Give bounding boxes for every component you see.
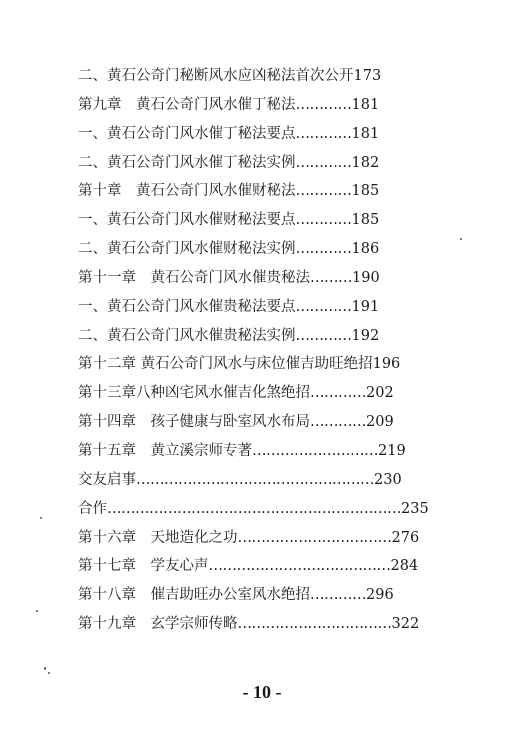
scan-speck <box>44 667 46 670</box>
toc-entry <box>78 524 418 553</box>
toc-entry-title: 二、黄石公奇门风水催丁秘法实例 <box>78 154 296 171</box>
toc-page-number: 185 <box>351 183 380 200</box>
table-of-contents <box>78 62 429 639</box>
toc-leader-dots: ……………………………………………………… <box>107 500 401 517</box>
toc-page-number: 235 <box>401 500 429 517</box>
scan-speck <box>460 238 462 240</box>
toc-entry <box>78 610 418 639</box>
toc-page-number: 196 <box>372 356 401 373</box>
toc-leader-dots: ……………………… <box>252 442 378 459</box>
toc-entry-title: 第十四章 孩子健康与卧室风水布局 <box>78 414 310 431</box>
toc-page-number: 192 <box>351 327 380 344</box>
toc-leader-dots: ………… <box>295 154 352 171</box>
toc-entry <box>78 149 418 178</box>
toc-entry <box>78 552 418 581</box>
toc-entry <box>78 322 418 351</box>
toc-page-number: 202 <box>366 385 394 402</box>
toc-entry <box>78 120 418 149</box>
toc-entry-title: 二、黄石公奇门秘断风水应凶秘法首次公开 <box>78 68 354 84</box>
toc-entry-title: 交友启事 <box>78 471 136 488</box>
toc-leader-dots: ………… <box>295 327 352 344</box>
toc-page-number: 190 <box>352 269 380 286</box>
toc-page-number: 185 <box>351 212 380 229</box>
toc-leader-dots: ………………………………… <box>208 558 391 575</box>
toc-leader-dots: ………… <box>295 298 352 315</box>
toc-entry-title: 第十三章八种凶宅风水催吉化煞绝招 <box>78 385 310 402</box>
toc-page-number: 181 <box>351 96 380 113</box>
toc-page-number: 284 <box>390 558 419 575</box>
toc-page-number: 219 <box>378 442 406 459</box>
toc-entry <box>78 466 418 495</box>
page-number: - 10 - <box>242 682 282 702</box>
scan-speck <box>40 517 42 519</box>
toc-page-number: 322 <box>391 616 420 633</box>
toc-leader-dots: ………… <box>295 212 352 229</box>
toc-entry-title: 第十六章 天地造化之功 <box>78 529 238 546</box>
toc-entry-title: 第十九章 玄学宗师传略 <box>78 616 238 633</box>
toc-entry <box>78 437 418 466</box>
toc-entry-title: 合作 <box>78 500 107 517</box>
toc-entry-title: 二、黄石公奇门风水催财秘法实例 <box>78 241 296 258</box>
toc-entry <box>78 495 429 524</box>
toc-leader-dots: …………………………………………… <box>136 471 374 488</box>
toc-page-number: 276 <box>391 529 420 546</box>
toc-page-number: 182 <box>351 154 380 171</box>
toc-leader-dots: ………… <box>310 414 366 431</box>
toc-page-number: 296 <box>366 587 394 604</box>
toc-entry-title: 第十五章 黄立溪宗师专著 <box>78 442 252 459</box>
toc-entry <box>78 91 418 120</box>
toc-entry <box>78 293 418 322</box>
toc-leader-dots: ………… <box>295 183 352 200</box>
toc-page-number: 230 <box>374 471 402 488</box>
toc-leader-dots: ……… <box>310 269 352 286</box>
toc-page-number: 173 <box>353 68 382 84</box>
toc-page-number: 209 <box>366 414 394 431</box>
toc-entry <box>78 408 418 437</box>
scan-speck <box>36 610 38 612</box>
toc-entry <box>78 177 418 206</box>
toc-entry <box>78 62 418 91</box>
toc-entry-title: 第九章 黄石公奇门风水催丁秘法 <box>78 96 296 113</box>
toc-entry <box>78 379 418 408</box>
toc-entry <box>78 581 418 610</box>
toc-entry-title: 第十一章 黄石公奇门风水催贵秘法 <box>78 269 310 286</box>
toc-leader-dots: …………………………… <box>237 529 392 546</box>
toc-entry <box>78 350 418 379</box>
toc-entry-title: 一、黄石公奇门风水催丁秘法要点 <box>78 125 296 142</box>
toc-leader-dots: ………… <box>310 587 366 604</box>
toc-entry-title: 第十章 黄石公奇门风水催财秘法 <box>78 183 296 200</box>
toc-leader-dots: ………… <box>295 96 352 113</box>
toc-leader-dots: ………… <box>295 125 352 142</box>
toc-entry-title: 一、黄石公奇门风水催财秘法要点 <box>78 212 296 229</box>
toc-leader-dots: ………… <box>295 241 352 258</box>
scan-speck <box>48 672 50 674</box>
toc-entry-title: 第十七章 学友心声 <box>78 558 209 575</box>
toc-leader-dots: ………… <box>310 385 366 402</box>
toc-entry <box>78 206 418 235</box>
toc-leader-dots: …………………………… <box>237 616 392 633</box>
toc-entry <box>78 235 418 264</box>
toc-entry-title: 第十八章 催吉助旺办公室风水绝招 <box>78 587 310 604</box>
toc-entry-title: 第十二章 黄石公奇门风水与床位催吉助旺绝招 <box>78 356 373 373</box>
toc-entry <box>78 264 418 293</box>
toc-entry-title: 二、黄石公奇门风水催贵秘法实例 <box>78 327 296 344</box>
toc-page-number: 181 <box>351 125 380 142</box>
toc-page-number: 186 <box>351 241 380 258</box>
toc-entry-title: 一、黄石公奇门风水催贵秘法要点 <box>78 298 296 315</box>
toc-page-number: 191 <box>351 298 380 315</box>
